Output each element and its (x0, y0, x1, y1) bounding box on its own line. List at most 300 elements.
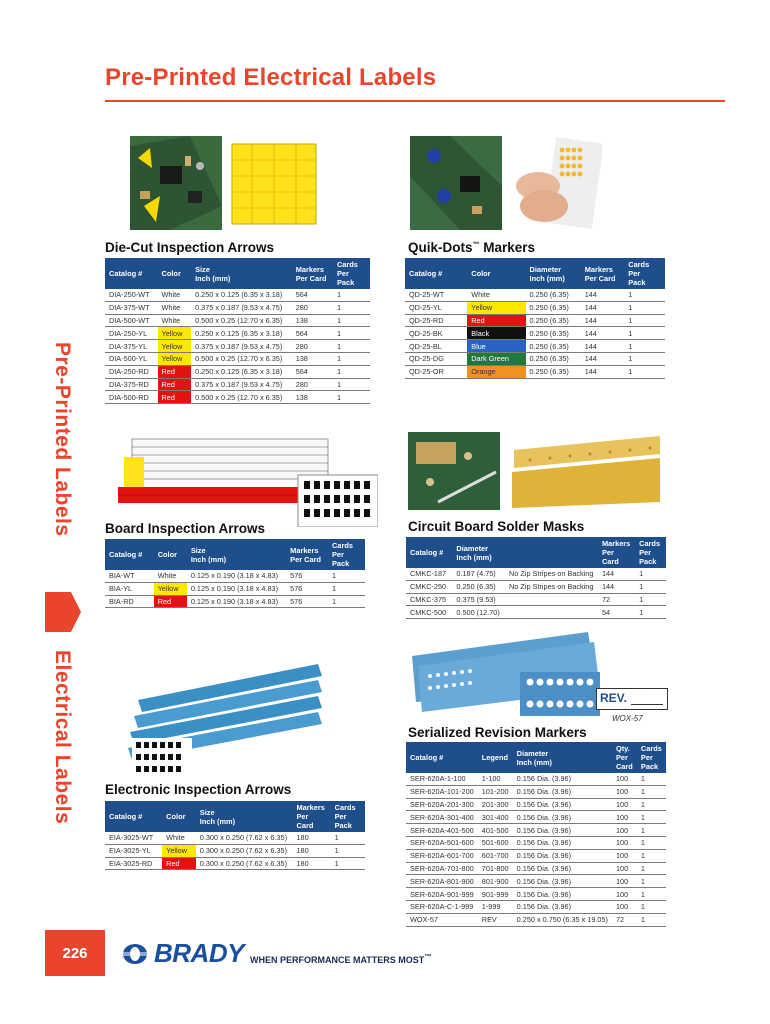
table-cell: 1 (333, 352, 370, 365)
table-row (105, 289, 370, 301)
table-cell: 564 (292, 327, 333, 340)
table-header-cell: Catalog # (406, 537, 452, 568)
table-row (406, 913, 666, 926)
table-cell: 0.156 Dia. (3.96) (513, 785, 612, 798)
table-header-cell: Qty. Per Card (612, 742, 637, 773)
table-cell: 100 (612, 836, 637, 849)
table-cell: QD-25-WT (405, 289, 467, 301)
table-cell: 601-700 (478, 849, 513, 862)
table-cell: 1 (333, 378, 370, 391)
table-cell: DIA-375-RD (105, 378, 158, 391)
table-header-cell: Color (154, 539, 187, 570)
table-cell: 0.156 Dia. (3.96) (513, 888, 612, 901)
table-cell: Dark Green (467, 352, 525, 365)
brand-tagline (250, 952, 432, 965)
table-row (105, 301, 370, 314)
table-row (105, 570, 365, 582)
table-cell: 0.500 (12.70) (452, 606, 505, 619)
table-cell: 180 (293, 857, 331, 870)
table-row (405, 301, 665, 314)
wox-caption: WOX-57 (612, 714, 643, 723)
table-row (405, 365, 665, 378)
tagline-text: WHEN PERFORMANCE MATTERS MOST (249, 955, 425, 965)
table-row (406, 836, 666, 849)
table-cell: 0.375 x 0.187 (9.53 x 4.75) (191, 340, 292, 353)
table-cell: 1 (624, 340, 665, 353)
quik-dots-title-text: Quik-Dots (408, 240, 473, 255)
table-cell: 1 (624, 365, 665, 378)
table-cell: 100 (612, 785, 637, 798)
side-label-bottom: Electrical Labels (51, 650, 74, 825)
table-cell: 1 (637, 811, 666, 824)
table-row (105, 582, 365, 595)
table-cell: Red (158, 378, 192, 391)
table-cell: Black (467, 327, 525, 340)
table-header-row (105, 801, 365, 832)
footer-logo (122, 938, 432, 969)
table-cell: 0.187 (4.75) (452, 568, 505, 580)
table-cell: SER-620A-601-700 (406, 849, 478, 862)
table-cell: White (158, 289, 192, 301)
serialized-title: Serialized Revision Markers (408, 725, 587, 740)
table-cell: 1-100 (478, 773, 513, 785)
electronic-table (105, 801, 365, 870)
table-cell: SER-620A-101-200 (406, 785, 478, 798)
table-cell: SER-620A-401-500 (406, 824, 478, 837)
table-cell: 144 (581, 327, 625, 340)
board-arrows-cards-photo (118, 435, 378, 527)
die-cut-table (105, 258, 370, 404)
table-cell: Red (162, 857, 196, 870)
table-header-cell: Cards Per Pack (637, 742, 666, 773)
table-cell: REV (478, 913, 513, 926)
table-row (405, 289, 665, 301)
table-row (105, 365, 370, 378)
table-header-cell: Catalog # (406, 742, 478, 773)
table-cell: 100 (612, 888, 637, 901)
table-cell: SER-620A-C-1-999 (406, 900, 478, 913)
table-cell: 0.156 Dia. (3.96) (513, 862, 612, 875)
table-cell: 576 (286, 570, 328, 582)
table-cell: 1 (637, 900, 666, 913)
table-cell: Yellow (467, 301, 525, 314)
table-row (406, 798, 666, 811)
table-cell: 72 (598, 593, 635, 606)
table-cell: 0.300 x 0.250 (7.62 x 6.35) (196, 844, 293, 857)
table-cell: 0.250 (6.35) (526, 301, 581, 314)
table-cell: 0.156 Dia. (3.96) (513, 849, 612, 862)
table-cell: 1 (333, 314, 370, 327)
table-cell: 0.500 x 0.25 (12.70 x 6.35) (191, 391, 292, 404)
table-cell: 1 (333, 301, 370, 314)
board-title: Board Inspection Arrows (105, 521, 266, 536)
table-cell: 0.125 x 0.190 (3.18 x 4.83) (187, 570, 286, 582)
table-cell: EIA-3025-RD (105, 857, 162, 870)
table-header-cell: Markers Per Card (292, 258, 333, 289)
table-cell: 1 (333, 327, 370, 340)
table-cell: 801-900 (478, 875, 513, 888)
table-row (406, 785, 666, 798)
table-cell: 100 (612, 862, 637, 875)
table-cell: 1 (635, 580, 666, 593)
table-header-cell: Markers Per Card (293, 801, 331, 832)
table-header-cell: Markers Per Card (286, 539, 328, 570)
table-row (105, 340, 370, 353)
table-row (406, 568, 666, 580)
table-row (105, 857, 365, 870)
side-label-top: Pre-Printed Labels (51, 342, 74, 537)
table-row (406, 900, 666, 913)
table-cell: 1 (624, 289, 665, 301)
table-cell: 100 (612, 900, 637, 913)
table-row (406, 888, 666, 901)
table-cell: 1 (637, 875, 666, 888)
table-header-cell: Legend (478, 742, 513, 773)
table-cell: 701-800 (478, 862, 513, 875)
table-cell: 576 (286, 582, 328, 595)
table-cell: QD-25-RD (405, 314, 467, 327)
table-cell: 0.250 (6.35) (526, 314, 581, 327)
quik-dots-table (405, 258, 665, 379)
table-cell: SER-620A-501-600 (406, 836, 478, 849)
table-cell: 0.156 Dia. (3.96) (513, 824, 612, 837)
table-cell: SER-620A-801-900 (406, 875, 478, 888)
rev-label-line (631, 704, 663, 705)
table-header-cell: Markers Per Card (598, 537, 635, 568)
table-cell: Yellow (154, 582, 187, 595)
table-cell: 1 (328, 570, 365, 582)
table-cell: DIA-500-WT (105, 314, 158, 327)
table-header-cell: Markers Per Card (581, 258, 625, 289)
table-cell: BIA-YL (105, 582, 154, 595)
table-cell: No Zip Stripes on Backing (505, 580, 598, 593)
table-cell: EIA-3025-YL (105, 844, 162, 857)
table-cell: 1 (637, 798, 666, 811)
table-cell: 0.156 Dia. (3.96) (513, 900, 612, 913)
table-header-cell: Size Inch (mm) (196, 801, 293, 832)
table-cell: 1 (333, 340, 370, 353)
table-row (405, 314, 665, 327)
table-cell: 1-999 (478, 900, 513, 913)
table-cell: 138 (292, 391, 333, 404)
table-cell: CMKC-500 (406, 606, 452, 619)
table-cell: Yellow (162, 844, 196, 857)
quik-dots-title-suffix: Markers (479, 240, 536, 255)
table-header-cell: Size Inch (mm) (187, 539, 286, 570)
table-cell: 0.300 x 0.250 (7.62 x 6.35) (196, 832, 293, 844)
table-cell: 54 (598, 606, 635, 619)
table-cell: 180 (293, 832, 331, 844)
table-cell: 0.125 x 0.190 (3.18 x 4.83) (187, 595, 286, 608)
table-cell: 0.156 Dia. (3.96) (513, 875, 612, 888)
table-cell: Red (154, 595, 187, 608)
table-cell (505, 606, 598, 619)
table-cell: 1 (637, 785, 666, 798)
table-cell: 0.250 (6.35) (526, 352, 581, 365)
table-cell: 1 (637, 849, 666, 862)
table-cell: 401-500 (478, 824, 513, 837)
table-cell: 1 (333, 391, 370, 404)
table-cell: 0.250 (6.35) (526, 327, 581, 340)
page-title: Pre-Printed Electrical Labels (105, 64, 437, 91)
table-cell: 0.156 Dia. (3.96) (513, 798, 612, 811)
table-cell: 1 (635, 606, 666, 619)
table-row (406, 773, 666, 785)
table-cell: BIA-RD (105, 595, 154, 608)
table-cell: 100 (612, 849, 637, 862)
table-cell (505, 593, 598, 606)
table-cell: 0.500 x 0.25 (12.70 x 6.35) (191, 314, 292, 327)
table-row (405, 327, 665, 340)
table-row (105, 391, 370, 404)
table-cell: 1 (637, 836, 666, 849)
table-cell: 100 (612, 798, 637, 811)
table-cell: White (158, 314, 192, 327)
table-cell: 144 (581, 340, 625, 353)
table-cell: 138 (292, 314, 333, 327)
table-cell: DIA-250-WT (105, 289, 158, 301)
table-cell: 1 (637, 888, 666, 901)
table-header-cell: Cards Per Pack (331, 801, 365, 832)
table-cell: 280 (292, 340, 333, 353)
rev-label-sample (596, 688, 668, 710)
table-cell: 1 (328, 582, 365, 595)
table-header-cell: Catalog # (105, 539, 154, 570)
table-cell: 1 (635, 593, 666, 606)
table-header-row (405, 258, 665, 289)
table-cell: 1 (624, 327, 665, 340)
table-cell: 0.156 Dia. (3.96) (513, 811, 612, 824)
table-cell: 1 (333, 289, 370, 301)
table-cell: 301-400 (478, 811, 513, 824)
die-cut-title: Die-Cut Inspection Arrows (105, 240, 275, 255)
table-row (105, 595, 365, 608)
title-rule (105, 100, 725, 102)
table-cell: 0.375 (9.53) (452, 593, 505, 606)
table-header-cell: Color (158, 258, 192, 289)
table-header-row (406, 537, 666, 568)
table-cell: 101-200 (478, 785, 513, 798)
table-cell: No Zip Stripes on Backing (505, 568, 598, 580)
die-cut-yellow-sheet (228, 136, 320, 230)
table-cell: White (467, 289, 525, 301)
table-cell: DIA-500-RD (105, 391, 158, 404)
solder-title: Circuit Board Solder Masks (408, 519, 585, 534)
board-table (105, 539, 365, 608)
page-number: 226 (45, 930, 105, 976)
table-cell: 1 (637, 773, 666, 785)
table-cell: DIA-375-YL (105, 340, 158, 353)
brady-logo-icon (122, 943, 148, 965)
table-cell: 0.250 x 0.125 (6.35 x 3.18) (191, 365, 292, 378)
table-cell: 1 (637, 824, 666, 837)
quik-dots-title (408, 240, 535, 255)
table-cell: White (158, 301, 192, 314)
table-cell: 901-999 (478, 888, 513, 901)
electronic-title: Electronic Inspection Arrows (105, 782, 292, 797)
table-cell: Yellow (158, 340, 192, 353)
side-tab-marker (45, 592, 81, 632)
table-row (405, 340, 665, 353)
table-row (406, 580, 666, 593)
table-header-row (105, 539, 365, 570)
table-cell: 564 (292, 289, 333, 301)
table-cell: 576 (286, 595, 328, 608)
table-cell: 0.375 x 0.187 (9.53 x 4.75) (191, 301, 292, 314)
table-cell: DIA-250-RD (105, 365, 158, 378)
table-header-cell (505, 537, 598, 568)
table-cell: 1 (624, 301, 665, 314)
table-cell: 501-600 (478, 836, 513, 849)
table-cell: QD-25-BL (405, 340, 467, 353)
table-header-cell: Size Inch (mm) (191, 258, 292, 289)
table-cell: Red (467, 314, 525, 327)
solder-mask-strips-photo (510, 432, 662, 510)
tagline-tm: ™ (424, 952, 432, 961)
table-cell: 180 (293, 844, 331, 857)
table-header-cell: Catalog # (105, 258, 158, 289)
table-header-cell: Color (162, 801, 196, 832)
table-cell: DIA-500-YL (105, 352, 158, 365)
table-row (405, 352, 665, 365)
table-row (105, 327, 370, 340)
table-row (406, 875, 666, 888)
table-cell: 0.156 Dia. (3.96) (513, 773, 612, 785)
solder-mask-board-photo (408, 432, 500, 510)
table-cell: 144 (581, 314, 625, 327)
table-header-cell: Color (467, 258, 525, 289)
table-cell: Red (158, 391, 192, 404)
table-cell: Yellow (158, 352, 192, 365)
table-cell: 144 (598, 580, 635, 593)
brand-name: BRADY (154, 938, 244, 968)
table-cell: 144 (581, 289, 625, 301)
table-cell: 0.250 x 0.750 (6.35 x 19.05) (513, 913, 612, 926)
table-cell: 144 (581, 301, 625, 314)
table-cell: BIA-WT (105, 570, 154, 582)
table-row (406, 811, 666, 824)
table-row (406, 849, 666, 862)
table-cell: 100 (612, 811, 637, 824)
table-header-cell: Cards Per Pack (328, 539, 365, 570)
table-cell: 100 (612, 773, 637, 785)
table-cell: 0.250 (6.35) (526, 289, 581, 301)
table-cell: EIA-3025-WT (105, 832, 162, 844)
table-cell: SER-620A-201-300 (406, 798, 478, 811)
table-header-cell: Cards Per Pack (333, 258, 370, 289)
table-cell: 0.250 x 0.125 (6.35 x 3.18) (191, 327, 292, 340)
table-cell: 1 (637, 862, 666, 875)
table-row (406, 606, 666, 619)
table-row (406, 824, 666, 837)
table-cell: 1 (333, 365, 370, 378)
table-cell: 1 (331, 857, 365, 870)
table-cell: 144 (581, 352, 625, 365)
serialized-table (406, 742, 666, 927)
table-cell: 1 (635, 568, 666, 580)
table-header-cell: Cards Per Pack (624, 258, 665, 289)
table-cell: 100 (612, 875, 637, 888)
table-cell: SER-620A-1-100 (406, 773, 478, 785)
table-cell: 0.125 x 0.190 (3.18 x 4.83) (187, 582, 286, 595)
die-cut-board-photo (130, 136, 222, 230)
table-cell: CMKC-187 (406, 568, 452, 580)
table-cell: 0.250 x 0.125 (6.35 x 3.18) (191, 289, 292, 301)
quik-dots-board-photo (410, 136, 502, 230)
table-cell: 0.250 (6.35) (452, 580, 505, 593)
table-row (105, 378, 370, 391)
table-cell: 1 (624, 314, 665, 327)
table-row (105, 352, 370, 365)
electronic-arrows-cards-photo (118, 660, 328, 780)
table-cell: 1 (637, 913, 666, 926)
table-row (105, 844, 365, 857)
table-cell: 1 (624, 352, 665, 365)
table-row (406, 593, 666, 606)
table-header-cell: Cards Per Pack (635, 537, 666, 568)
table-cell: 564 (292, 365, 333, 378)
table-cell: CMKC-250 (406, 580, 452, 593)
table-row (105, 314, 370, 327)
table-cell: 0.250 (6.35) (526, 340, 581, 353)
quik-dots-hand-photo (510, 136, 602, 230)
table-cell: White (154, 570, 187, 582)
table-cell: White (162, 832, 196, 844)
table-cell: 144 (598, 568, 635, 580)
table-cell: 280 (292, 378, 333, 391)
table-cell: Blue (467, 340, 525, 353)
table-header-row (105, 258, 370, 289)
table-cell: 0.375 x 0.187 (9.53 x 4.75) (191, 378, 292, 391)
table-cell: 1 (331, 832, 365, 844)
table-cell: 201-300 (478, 798, 513, 811)
table-cell: QD-25-DG (405, 352, 467, 365)
table-header-cell: Diameter Inch (mm) (526, 258, 581, 289)
table-cell: SER-620A-701-800 (406, 862, 478, 875)
table-cell: 0.300 x 0.250 (7.62 x 6.35) (196, 857, 293, 870)
table-header-row (406, 742, 666, 773)
quik-dots-tm: ™ (472, 241, 480, 249)
rev-label-text: REV. (600, 691, 627, 705)
table-header-cell: Diameter Inch (mm) (452, 537, 505, 568)
solder-table (406, 537, 666, 619)
table-cell: 0.250 (6.35) (526, 365, 581, 378)
table-cell: 1 (331, 844, 365, 857)
table-cell: 144 (581, 365, 625, 378)
table-header-cell: Diameter Inch (mm) (513, 742, 612, 773)
table-cell: SER-620A-301-400 (406, 811, 478, 824)
table-cell: QD-25-OR (405, 365, 467, 378)
table-cell: SER-620A-901-999 (406, 888, 478, 901)
table-cell: 100 (612, 824, 637, 837)
table-cell: DIA-250-YL (105, 327, 158, 340)
table-cell: CMKC-375 (406, 593, 452, 606)
table-header-cell: Catalog # (405, 258, 467, 289)
table-cell: Orange (467, 365, 525, 378)
table-row (406, 862, 666, 875)
table-row (105, 832, 365, 844)
table-cell: Yellow (158, 327, 192, 340)
table-cell: 1 (328, 595, 365, 608)
table-cell: WOX-57 (406, 913, 478, 926)
table-cell: Red (158, 365, 192, 378)
table-cell: DIA-375-WT (105, 301, 158, 314)
table-cell: 138 (292, 352, 333, 365)
table-cell: 280 (292, 301, 333, 314)
table-cell: 0.500 x 0.25 (12.70 x 6.35) (191, 352, 292, 365)
table-cell: QD-25-YL (405, 301, 467, 314)
table-cell: 72 (612, 913, 637, 926)
